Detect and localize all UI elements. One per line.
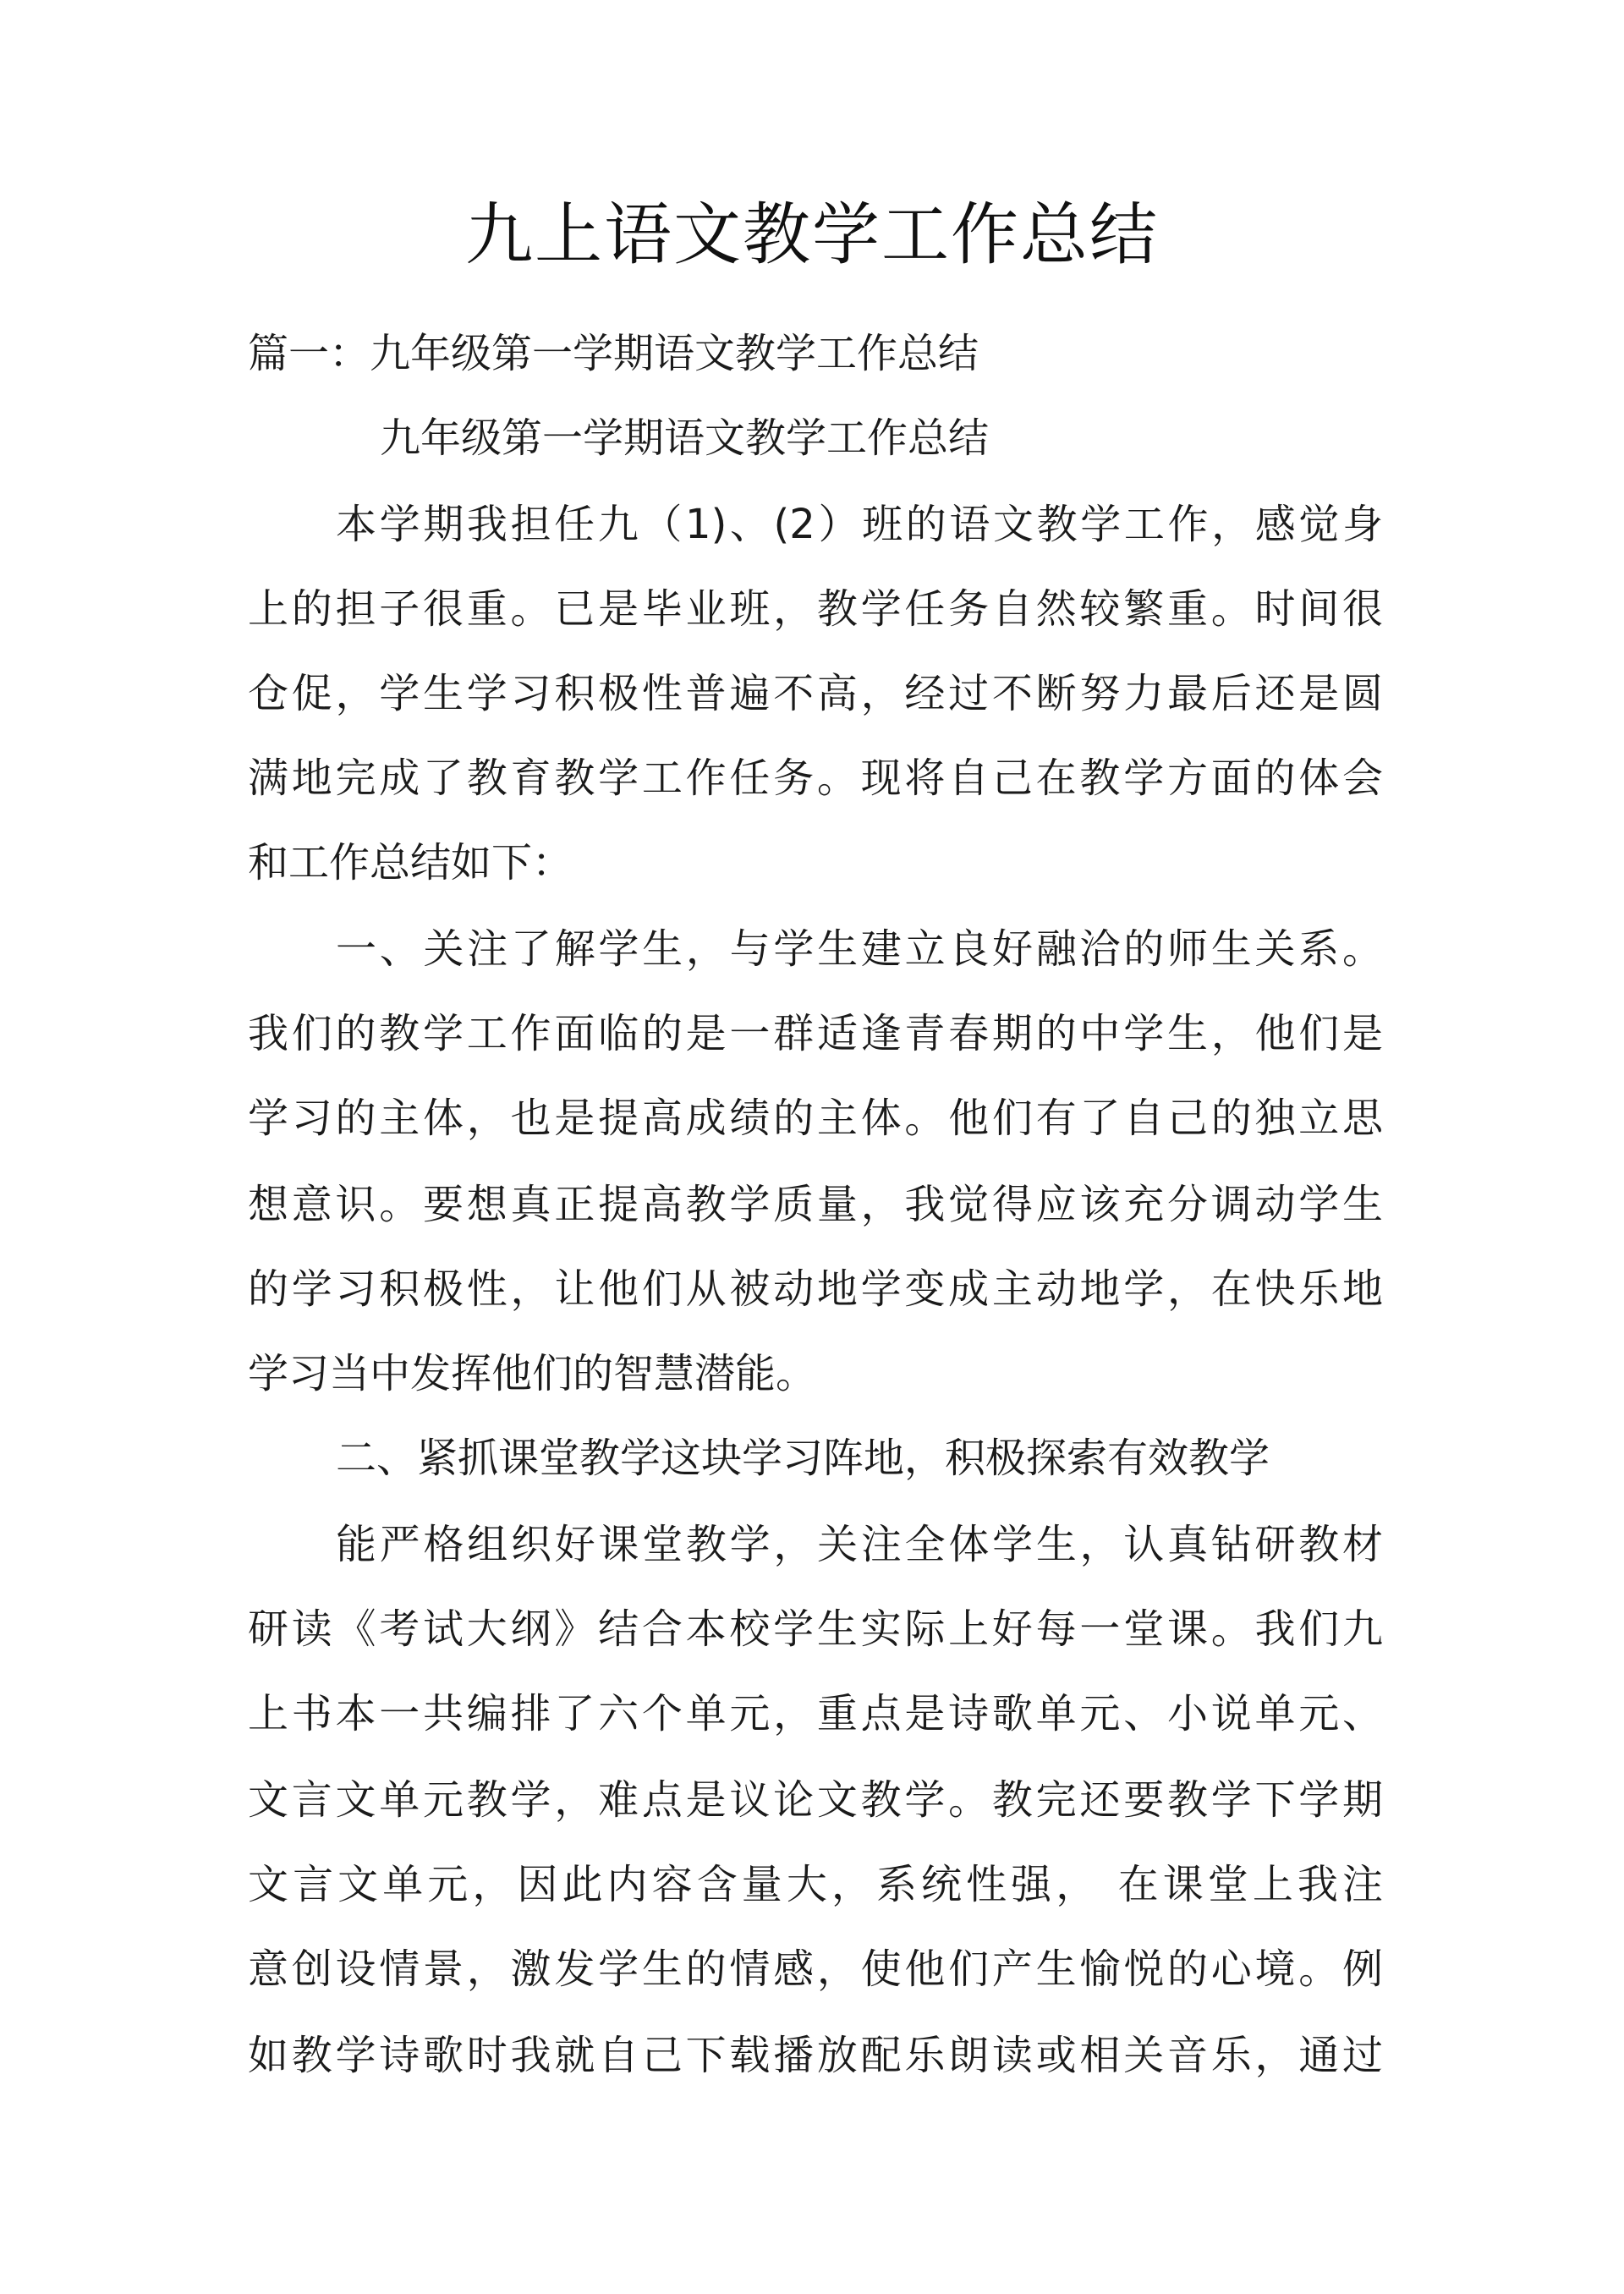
paragraph-line: 学习当中发挥他们的智慧潜能。 [248, 1350, 817, 1397]
paragraph-line: 文言文单元，因此内容含量大，系统性强， 在课堂上我注 [248, 1861, 1383, 1908]
paragraph-line: 的学习积极性，让他们从被动地学变成主动地学，在快乐地 [248, 1265, 1383, 1313]
paragraph-line: 想意识。要想真正提高教学质量，我觉得应该充分调动学生 [248, 1181, 1383, 1228]
paragraph-line: 学习的主体，也是提高成绩的主体。他们有了自己的独立思 [248, 1095, 1383, 1142]
paragraph-line: 满地完成了教育教学工作任务。现将自己在教学方面的体会 [248, 755, 1383, 802]
paragraph-line: 如教学诗歌时我就自己下载播放配乐朗读或相关音乐，通过 [248, 2032, 1383, 2079]
paragraph-line: 研读《考试大纲》结合本校学生实际上好每一堂课。我们九 [248, 1605, 1383, 1653]
paragraph-line: 文言文单元教学，难点是议论文教学。教完还要教学下学期 [248, 1776, 1383, 1824]
paragraph-line: 上的担子很重。已是毕业班，教学任务自然较繁重。时间很 [248, 585, 1383, 633]
paragraph-line: 和工作总结如下： [248, 839, 573, 886]
paragraph-line: 本学期我担任九（1)、(2）班的语文教学工作，感觉身 [336, 501, 1383, 548]
section-heading: 篇一：九年级第一学期语文教学工作总结 [248, 330, 979, 377]
paragraph-line: 一、关注了解学生，与学生建立良好融洽的师生关系。 [336, 925, 1383, 973]
paragraph-line: 能严格组织好课堂教学，关注全体学生，认真钻研教材 [336, 1521, 1383, 1568]
document-title: 九上语文教学工作总结 [465, 195, 1159, 274]
paragraph-line: 上书本一共编排了六个单元，重点是诗歌单元、小说单元、 [248, 1690, 1383, 1737]
paragraph-line: 意创设情景，激发学生的情感，使他们产生愉悦的心境。例 [248, 1946, 1383, 1993]
section-subtitle: 九年级第一学期语文教学工作总结 [380, 414, 990, 462]
paragraph-line: 我们的教学工作面临的是一群适逢青春期的中学生，他们是 [248, 1010, 1383, 1057]
paragraph-line: 仓促，学生学习积极性普遍不高，经过不断努力最后还是圆 [248, 670, 1383, 717]
paragraph-line: 二、紧抓课堂教学这块学习阵地，积极探索有效教学 [336, 1435, 1270, 1482]
